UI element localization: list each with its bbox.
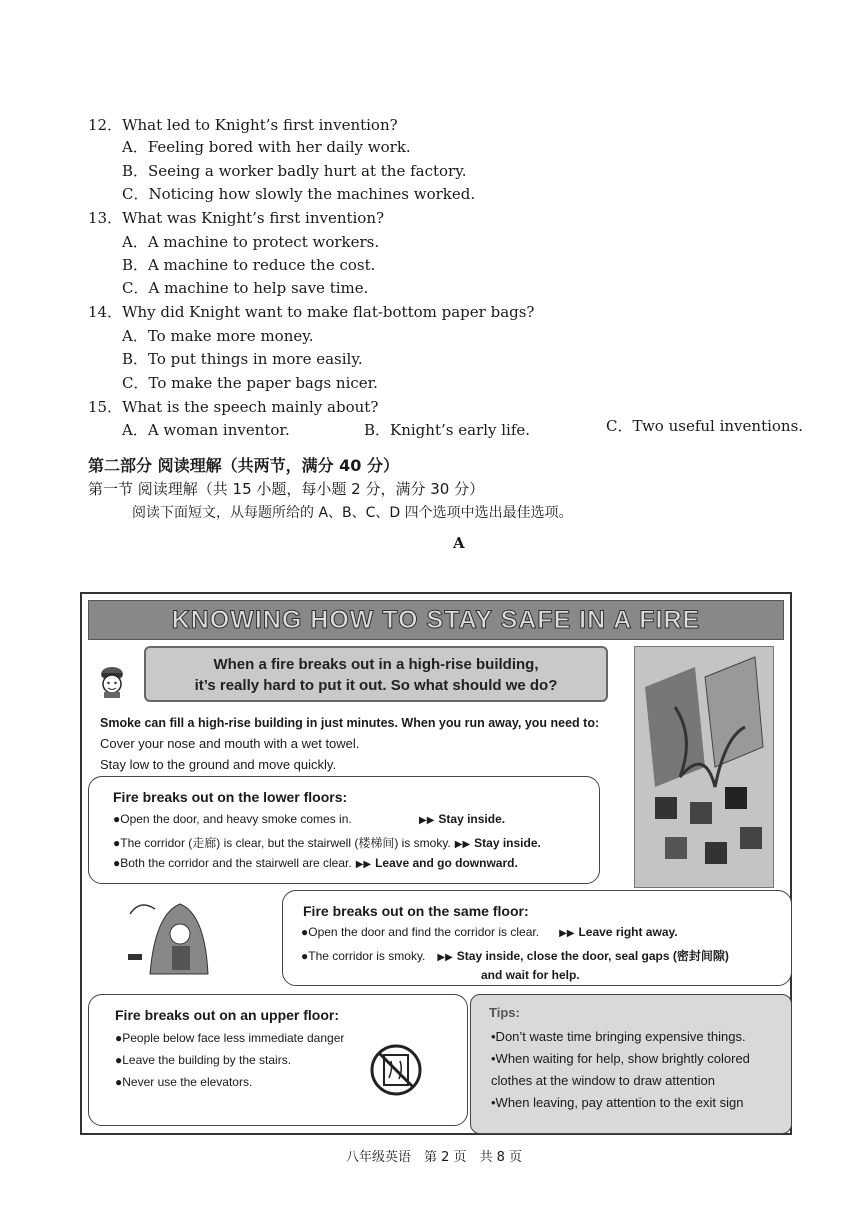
question-text: What is the speech mainly about? xyxy=(122,398,379,416)
passage-label: A xyxy=(453,534,465,552)
rule-row: ●Leave the building by the stairs. xyxy=(115,1053,292,1067)
question-text: What was Knight’s first invention? xyxy=(122,209,385,227)
upper-floor-box xyxy=(88,994,468,1126)
question-text: What led to Knight’s first invention? xyxy=(122,116,398,134)
option: A．A woman inventor. xyxy=(122,421,290,439)
condition-text: ●The corridor (走廊) is clear, but the stairwell (楼梯间) is smoky. xyxy=(113,836,451,850)
question-13 xyxy=(88,207,384,228)
intro-line: Stay low to the ground and move quickly. xyxy=(100,757,337,772)
rule-row: ●Never use the elevators. xyxy=(115,1075,253,1089)
double-arrow-icon: ▶▶ xyxy=(454,839,471,850)
option: B．A machine to reduce the cost. xyxy=(122,256,376,274)
action-text: Leave and go downward. xyxy=(375,856,518,870)
question-text: Why did Knight want to make flat-bottom paper bags? xyxy=(122,303,535,321)
same-floor-box xyxy=(282,890,792,986)
double-arrow-icon: ▶▶ xyxy=(437,952,453,963)
tips-title: Tips: xyxy=(489,1005,520,1020)
question-number: 15． xyxy=(88,398,123,416)
action-text: Leave right away. xyxy=(578,925,678,939)
option: B．Seeing a worker badly hurt at the factory. xyxy=(122,162,467,180)
section-heading: 第一节 阅读理解（共 15 小题，每小题 2 分，满分 30 分） xyxy=(88,480,485,498)
option: A．A machine to protect workers. xyxy=(122,233,380,251)
option: C．Two useful inventions. xyxy=(606,417,804,435)
condition-text: ●Open the door, and heavy smoke comes in. xyxy=(113,812,352,826)
option: A．To make more money. xyxy=(122,327,314,345)
bubble-line: it’s really hard to put it out. So what should we do? xyxy=(194,677,558,694)
tip-row: •Don’t waste time bringing expensive things. xyxy=(491,1029,746,1044)
tip-row: •When waiting for help, show brightly colored xyxy=(491,1051,750,1066)
question-number: 14． xyxy=(88,303,123,321)
option: C．To make the paper bags nicer. xyxy=(122,374,378,392)
action-text: Stay inside, close the door, seal gaps (密封间隙) xyxy=(456,949,729,963)
poster-title: KNOWING HOW TO STAY SAFE IN A FIRE xyxy=(171,605,701,634)
double-arrow-icon: ▶▶ xyxy=(419,815,435,826)
burning-building-image xyxy=(634,646,774,888)
box-title: Fire breaks out on the lower floors: xyxy=(113,789,348,805)
condition-text: ●The corridor is smoky. xyxy=(301,949,426,963)
option: B．Knight’s early life. xyxy=(364,421,531,439)
rule-row xyxy=(113,812,352,826)
no-elevator-icon xyxy=(369,1043,423,1097)
box-title: Fire breaks out on the same floor: xyxy=(303,903,529,919)
question-15 xyxy=(88,396,378,417)
condition-text: ●Open the door and find the corridor is clear. xyxy=(301,925,540,939)
part-heading: 第二部分 阅读理解（共两节，满分 40 分） xyxy=(88,456,399,475)
box-title: Fire breaks out on an upper floor: xyxy=(115,1007,340,1023)
cartoon-person-image xyxy=(120,894,220,982)
double-arrow-icon: ▶▶ xyxy=(559,928,575,939)
rule-row xyxy=(301,947,729,964)
rule-row: ●People below face less immediate danger xyxy=(115,1031,345,1045)
rule-row xyxy=(113,856,518,870)
lower-floors-box xyxy=(88,776,600,884)
option: B．To put things in more easily. xyxy=(122,350,363,368)
intro-bold: Smoke can fill a high-rise building in just minutes. When you run away, you need to: xyxy=(100,716,600,730)
option: C．Noticing how slowly the machines worked. xyxy=(122,185,476,203)
action-continued: and wait for help. xyxy=(481,968,580,982)
tip-row: •When leaving, pay attention to the exit sign xyxy=(491,1095,744,1110)
condition-text: ●Both the corridor and the stairwell are clear. xyxy=(113,856,352,870)
option: C．A machine to help save time. xyxy=(122,279,369,297)
fire-safety-poster xyxy=(80,592,792,1135)
question-number: 12． xyxy=(88,116,123,134)
intro-bubble xyxy=(144,646,608,702)
action xyxy=(415,812,505,826)
option: A．Feeling bored with her daily work. xyxy=(122,138,411,156)
page-footer: 八年级英语 第 2 页 共 8 页 xyxy=(345,1150,523,1165)
firefighter-icon xyxy=(98,666,126,698)
question-14 xyxy=(88,301,534,322)
tip-row: clothes at the window to draw attention xyxy=(491,1073,716,1088)
instruction: 阅读下面短文，从每题所给的 A、B、C、D 四个选项中选出最佳选项。 xyxy=(132,505,573,521)
bubble-line: When a fire breaks out in a high-rise building, xyxy=(213,656,539,673)
tips-box xyxy=(470,994,792,1134)
double-arrow-icon: ▶▶ xyxy=(355,859,372,870)
rule-row xyxy=(113,834,541,851)
intro-line: Cover your nose and mouth with a wet towel. xyxy=(100,736,360,751)
rule-row xyxy=(301,925,678,939)
poster-banner xyxy=(88,600,784,640)
action-text: Stay inside. xyxy=(474,836,541,850)
question-number: 13． xyxy=(88,209,123,227)
question-12 xyxy=(88,114,398,135)
action-text: Stay inside. xyxy=(438,812,506,826)
